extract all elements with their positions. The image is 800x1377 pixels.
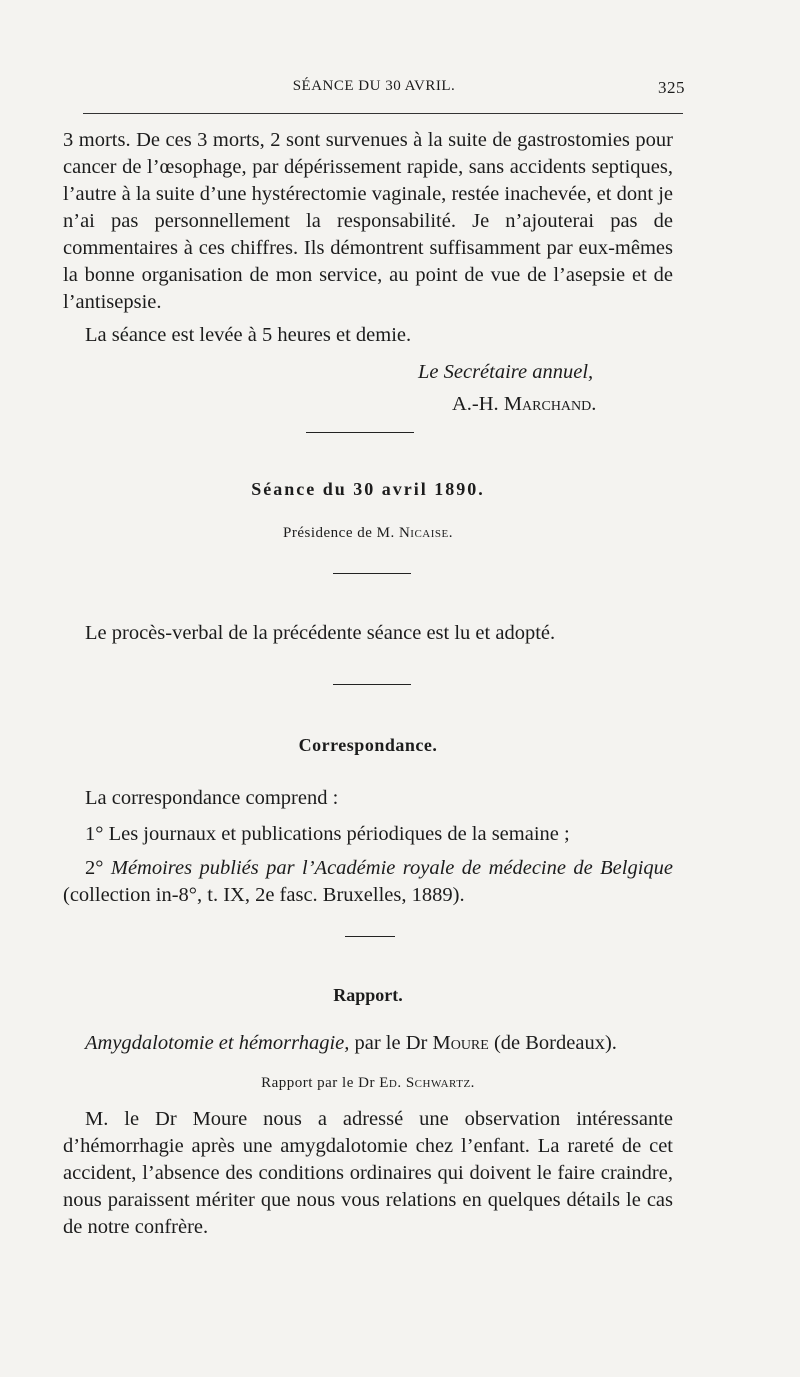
header-rule xyxy=(83,113,683,114)
correspondance-heading: Correspondance. xyxy=(298,735,438,755)
correspondance-item-2 xyxy=(63,855,673,909)
section-divider xyxy=(306,432,414,433)
paragraph-statistics: 3 morts. De ces 3 morts, 2 sont survenues à la suite de gastrostomies pour cancer de l’œsophage, par dépérissement rapide, sans accidents septiques, l’autre à la suite d’une hystérectomie vaginale, restée inachevée, et dont je n’ai pas personnellement la responsabilité. Je n’ajouterai pas de commentaires à ces chiffres. Ils démontrent suffisamment par eux-mêmes la bonne organisation de mon service, au point de vue de l’asepsie et de l’antisepsie. xyxy=(63,129,673,313)
rapport-title-by: par le Dr xyxy=(349,1032,433,1054)
president-name: Nicaise. xyxy=(398,525,453,541)
session-presidence xyxy=(63,520,673,547)
signature-surname: Marchand. xyxy=(503,393,597,415)
item-2-number: 2° xyxy=(85,857,111,879)
signature-role: Le Secrétaire annuel, xyxy=(418,361,594,383)
page-number: 325 xyxy=(658,78,685,97)
rapport-by-prefix: Rapport par le Dr xyxy=(261,1075,380,1091)
signature-initials: A.-H. xyxy=(452,393,504,415)
rapport-author: Moure xyxy=(432,1032,489,1054)
presidence-prefix: Présidence de M. xyxy=(283,525,399,541)
paragraph-minutes: Le procès-verbal de la précédente séance est lu et adopté. xyxy=(85,622,556,644)
running-header xyxy=(63,78,685,102)
rapport-place: (de Bordeaux). xyxy=(488,1032,617,1054)
rapport-title xyxy=(63,1030,673,1057)
rapport-byline xyxy=(63,1070,673,1097)
rapport-by-name: Ed. Schwartz. xyxy=(379,1075,475,1091)
section-divider xyxy=(333,573,411,574)
section-divider xyxy=(333,684,411,685)
section-divider xyxy=(345,936,395,937)
session-heading: Séance du 30 avril 1890. xyxy=(251,479,485,499)
item-2-details: (collection in-8°, t. IX, 2e fasc. Bruxelles, 1889). xyxy=(63,884,465,906)
item-2-title: Mémoires publiés par l’Académie royale de médecine de Belgique xyxy=(110,857,674,879)
paragraph-closing: La séance est levée à 5 heures et demie. xyxy=(85,324,412,346)
signature-name xyxy=(452,393,596,416)
correspondance-item-1: 1° Les journaux et publications périodiques de la semaine ; xyxy=(85,823,570,845)
running-title: SÉANCE DU 30 AVRIL. xyxy=(292,78,456,94)
rapport-body: M. le Dr Moure nous a adressé une observation intéressante d’hémorrhagie après une amygdalotomie chez l’enfant. La rareté de cet accident, l’absence des conditions ordinaires qui doivent le faire craindre, nous paraissent mériter que nous vous relations en quelques détails le cas de notre confrère. xyxy=(63,1108,673,1238)
correspondance-intro: La correspondance comprend : xyxy=(85,787,339,809)
rapport-title-italic: Amygdalotomie et hémorrhagie, xyxy=(85,1032,350,1054)
rapport-heading: Rapport. xyxy=(333,985,403,1005)
